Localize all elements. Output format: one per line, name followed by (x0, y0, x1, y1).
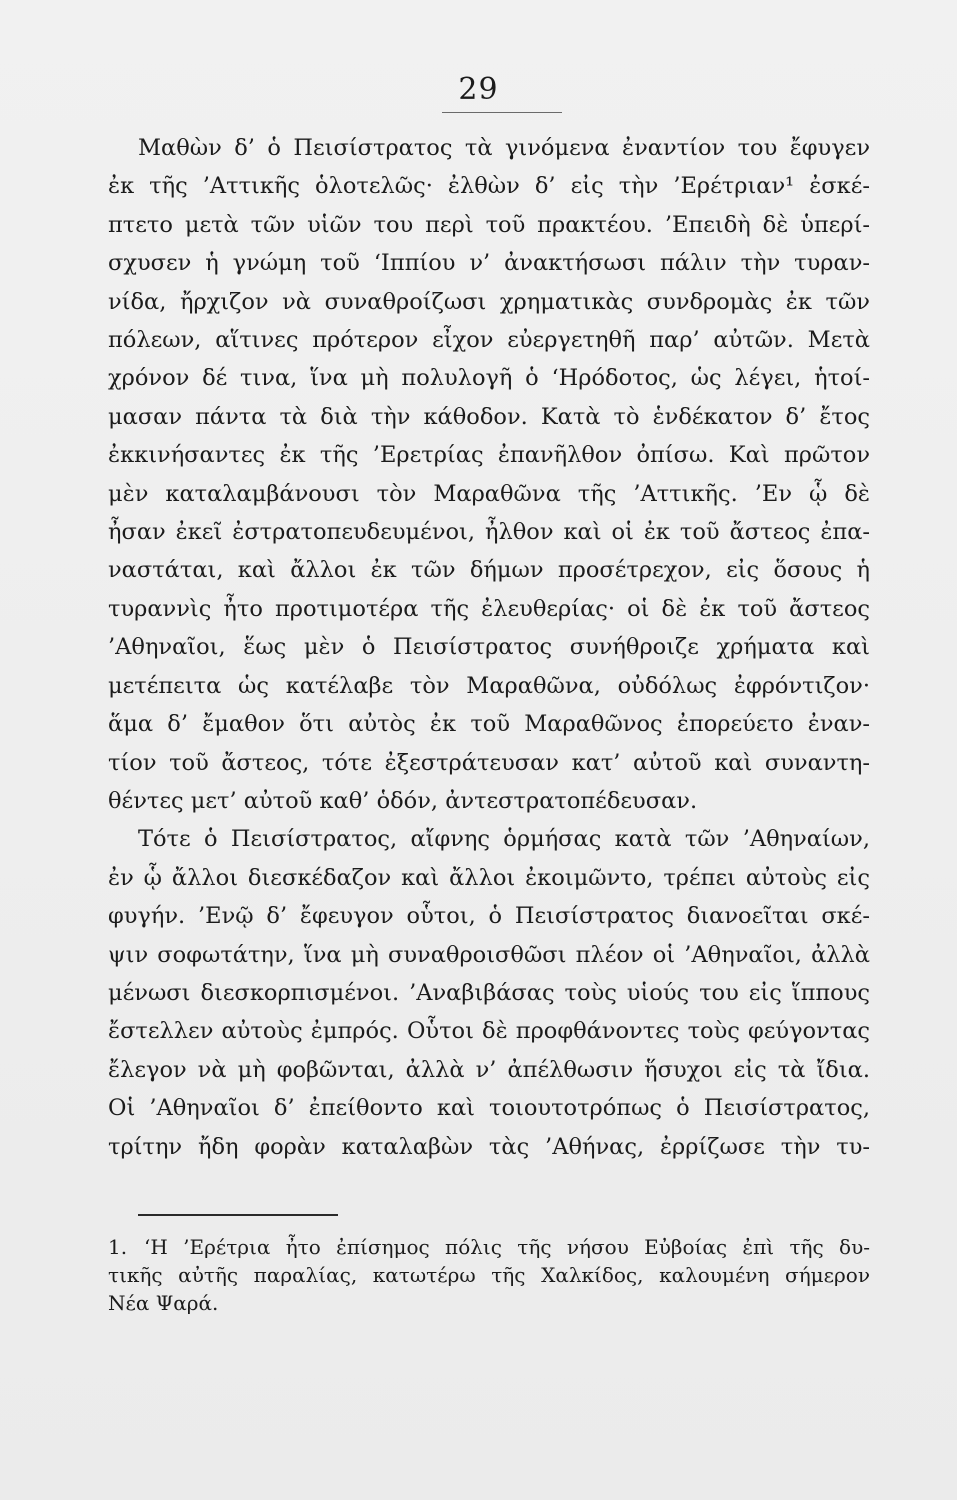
text-line: ἦσαν ἐκεῖ ἐστρατοπευδευμένοι, ἦλθον καὶ οἱ ἐκ τοῦ ἄστεος ἐπα- (108, 519, 870, 546)
text-line: ’Αθηναῖοι, ἕως μὲν ὁ Πεισίστρατος συνήθροιζε χρήματα καὶ (108, 634, 870, 661)
text-line: νίδα, ἤρχιζον νὰ συναθροίζωσι χρηματικὰς συνδρομὰς ἐκ τῶν (108, 288, 870, 315)
text-line: πτετο μετὰ τῶν υἱῶν του περὶ τοῦ πρακτέου. ’Επειδὴ δὲ ὑπερί- (108, 211, 870, 238)
text-line: μένωσι διεσκορπισμένοι. ’Αναβιβάσας τοὺς υἱούς του εἰς ἵππους (108, 979, 870, 1006)
text-line: ἅμα δ’ ἔμαθον ὅτι αὐτὸς ἐκ τοῦ Μαραθῶνος ἐπορεύετο ἐναν- (108, 711, 870, 738)
text-line: ἔστελλεν αὐτοὺς ἐμπρός. Οὗτοι δὲ προφθάνοντες τοὺς φεύγοντας (108, 1018, 870, 1045)
footnote-line (108, 1233, 870, 1261)
footnote-line: Νέα Ψαρά. (108, 1291, 219, 1315)
footnote-line: τικῆς αὐτῆς παραλίας, κατωτέρω τῆς Χαλκίδος, καλουμένη σήμερον (108, 1263, 870, 1287)
text-line: Τότε ὁ Πεισίστρατος, αἴφνης ὁρμήσας κατὰ τῶν ’Αθηναίων, (138, 826, 870, 853)
text-line: μετέπειτα ὡς κατέλαβε τὸν Μαραθῶνα, οὐδόλως ἐφρόντιζον· (108, 672, 870, 699)
text-line: φυγήν. ’Ενῷ δ’ ἔφευγον οὗτοι, ὁ Πεισίστρατος διανοεῖται σκέ- (108, 903, 870, 930)
main-text (108, 129, 870, 1166)
text-line: πόλεων, αἵτινες πρότερον εἶχον εὐεργετηθῆ παρ’ αὐτῶν. Μετὰ (108, 327, 870, 354)
text-line: Οἱ ’Αθηναῖοι δ’ ἐπείθοντο καὶ τοιουτοτρόπως ὁ Πεισίστρατος, (108, 1095, 870, 1122)
text-line: ναστάται, καὶ ἄλλοι ἐκ τῶν δήμων προσέτρεχον, εἰς ὅσους ἡ (108, 557, 870, 584)
text-line: μασαν πάντα τὰ διὰ τὴν κάθοδον. Κατὰ τὸ ἑνδέκατον δ’ ἔτος (108, 403, 870, 430)
page-number: 29 (458, 72, 499, 107)
text-line: θέντες μετ’ αὐτοῦ καθ’ ὁδόν, ἀντεστρατοπέδευσαν. (108, 787, 698, 814)
text-line: σχυσεν ἡ γνώμη τοῦ ‘Ιππίου ν’ ἀνακτήσωσι πάλιν τὴν τυραν- (108, 250, 870, 277)
footnote (108, 1233, 870, 1317)
text-line: ψιν σοφωτάτην, ἵνα μὴ συναθροισθῶσι πλέον οἱ ’Αθηναῖοι, ἀλλὰ (108, 941, 870, 968)
text-line: Μαθὼν δ’ ὁ Πεισίστρατος τὰ γινόμενα ἐναντίον του ἔφυγεν (138, 135, 870, 161)
text-line: ἔλεγον νὰ μὴ φοβῶνται, ἀλλὰ ν’ ἀπέλθωσιν ἥσυχοι εἰς τὰ ἴδια. (108, 1056, 870, 1083)
footnote-separator (138, 1214, 338, 1216)
footnote-marker: 1. (108, 1235, 128, 1259)
text-line: τυραννὶς ἦτο προτιμοτέρα τῆς ἐλευθερίας· οἱ δὲ ἐκ τοῦ ἄστεος (108, 595, 870, 622)
text-line: χρόνον δέ τινα, ἵνα μὴ πολυλογῆ ὁ ‘Ηρόδοτος, ὡς λέγει, ἡτοί- (108, 365, 870, 392)
footnote-text: ‘Η ’Ερέτρια ἦτο ἐπίσημος πόλις τῆς νήσου Εὐβοίας ἐπὶ τῆς δυ- (144, 1235, 870, 1259)
text-line: ἐν ᾧ ἄλλοι διεσκέδαζον καὶ ἄλλοι ἐκοιμῶντο, τρέπει αὐτοὺς εἰς (108, 864, 870, 891)
text-line: τρίτην ἤδη φορὰν καταλαβὼν τὰς ’Αθήνας, ἐρρίζωσε τὴν τυ- (108, 1133, 870, 1160)
text-line: ἐκ τῆς ’Αττικῆς ὁλοτελῶς· ἐλθὼν δ’ εἰς τὴν ’Ερέτριαν¹ ἐσκέ- (108, 173, 870, 200)
page-number-rule (442, 112, 562, 113)
text-line: τίον τοῦ ἄστεος, τότε ἐξεστράτευσαν κατ’ αὐτοῦ καὶ συναντη- (108, 749, 870, 776)
text-line: ἐκκινήσαντες ἐκ τῆς ’Ερετρίας ἐπανῆλθον ὀπίσω. Καὶ πρῶτον (108, 442, 870, 469)
text-line: μὲν καταλαμβάνουσι τὸν Μαραθῶνα τῆς ’Αττικῆς. ’Εν ᾧ δὲ (108, 480, 870, 507)
